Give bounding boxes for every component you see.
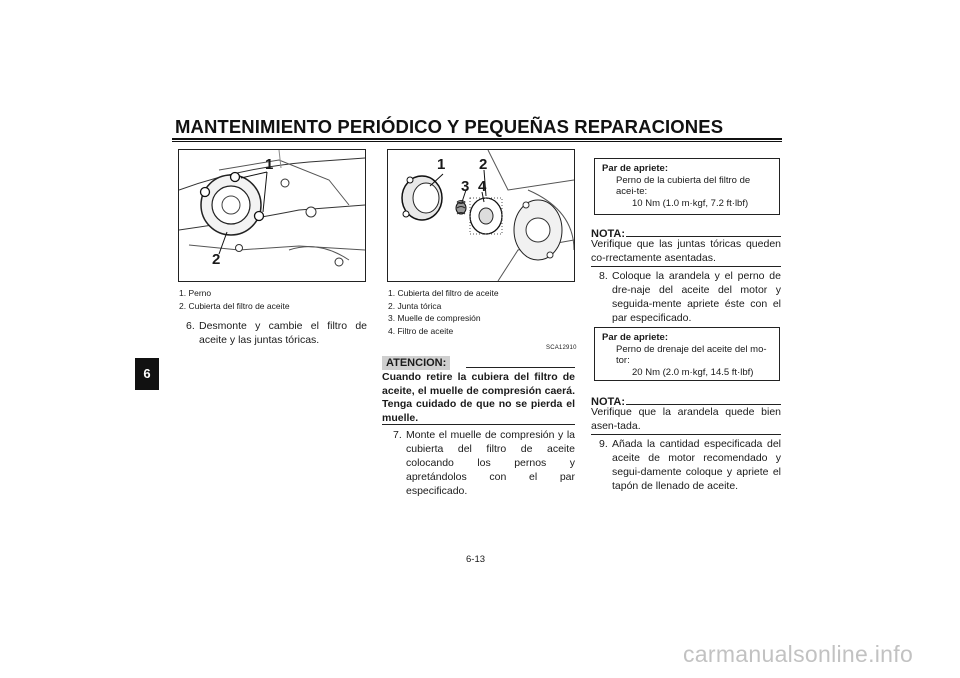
step-6 [186,319,367,347]
figure1-captions [179,287,365,312]
note-1-header-rule [626,236,781,237]
title-rule-thin [172,141,782,142]
figure2-caption-1: 1. Cubierta del filtro de aceite [388,288,499,298]
caution-badge: ATENCION: [382,356,450,370]
note-2-heading: NOTA: [591,396,626,408]
torque-box-1-item: Perno de la cubierta del filtro de acei-te: [616,174,751,197]
note-1-heading: NOTA: [591,228,626,240]
note-1-text: Verifique que las juntas tóricas queden co-rrectamente asentadas. [591,238,781,264]
page-number: 6-13 [466,554,486,565]
figure2-captions [388,287,574,337]
figure1-label-2: 2 [212,251,221,268]
step-9-text: Añada la cantidad especificada del aceite de motor recomendado y segui-damente coloque y apriete el tapón de llenado de aceite. [612,438,781,492]
torque-box-1-value: 10 Nm (1.0 m·kgf, 7.2 ft·lbf) [632,197,749,209]
torque-box-2-item: Perno de drenaje del aceite del mo-tor: [616,343,767,366]
figure2-caption-4: 4. Filtro de aceite [388,325,454,336]
note-1-bottom-rule [591,266,781,267]
step-8 [599,269,781,325]
note-2-text: Verifique que la arandela quede bien asen-tada. [591,406,781,432]
step-7-number: 7. [393,429,402,441]
figure1-caption-1: 1. Perno [179,288,212,298]
note-2-bottom-rule [591,434,781,435]
figure-oil-filter-parts [387,149,575,282]
figure2-label-4: 4 [478,178,487,195]
figure1-label-1: 1 [265,156,274,173]
figure1-caption-2: 2. Cubierta del filtro de aceite [179,300,290,311]
step-9-number: 9. [599,438,608,450]
caution-code: SCA12910 [546,345,577,351]
figure2-label-3: 3 [461,178,470,195]
figure2-caption-3: 3. Muelle de compresión [388,313,481,323]
figure2-caption-2: 2. Junta tórica [388,300,442,311]
step-6-number: 6. [186,320,195,332]
step-6-text: Desmonte y cambie el filtro de aceite y las juntas tóricas. [199,320,367,346]
note-2-header [591,392,781,407]
caution-header-rule [466,367,575,368]
step-7-text: Monte el muelle de compresión y la cubierta del filtro de aceite colocando los pernos y apretándolos con el par especificado. [406,429,575,497]
step-7 [393,428,575,498]
page-title: MANTENIMIENTO PERIÓDICO Y PEQUEÑAS REPARACIONES [175,116,724,137]
figure2-label-1: 1 [437,156,446,173]
note-1-header [591,224,781,239]
title-rule [172,138,782,140]
torque-box-2-heading: Par de apriete: [602,332,668,343]
watermark-text: carmanualsonline.info [683,641,914,667]
caution-bottom-rule [382,424,575,425]
torque-box-1-heading: Par de apriete: [602,163,668,174]
torque-box-2-value: 20 Nm (2.0 m·kgf, 14.5 ft·lbf) [632,366,754,378]
section-tab: 6 [135,358,159,390]
figure2-label-2: 2 [479,156,488,173]
step-8-number: 8. [599,270,608,282]
caution-text: Cuando retire la cubiera del filtro de aceite, el muelle de compresión caerá. Tenga cuidado de que no se pierda el muelle. [382,371,575,424]
figure-oil-filter-cover [178,149,366,282]
note-2-header-rule [626,404,781,405]
step-9 [599,437,781,493]
step-8-text: Coloque la arandela y el perno de dre-naje del aceite del motor y seguida-mente apriete éste con el par especificado. [612,270,781,324]
torque-box-1 [594,158,780,215]
torque-box-2 [594,327,780,381]
caution-header [382,353,575,370]
